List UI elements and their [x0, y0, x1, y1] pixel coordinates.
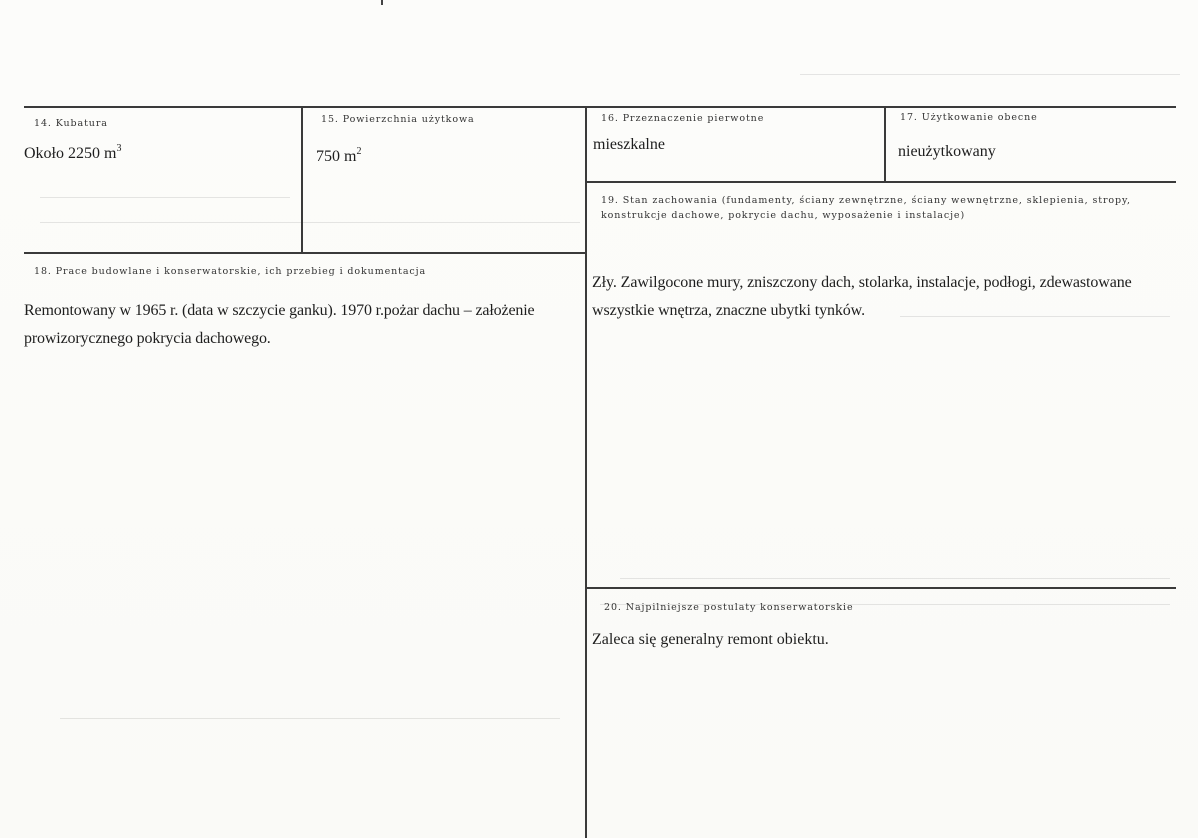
divider-16-17	[884, 106, 886, 182]
postulaty-value: Zaleca się generalny remont obiektu.	[592, 631, 829, 648]
stan-zachowania-value: Zły. Zawilgocone mury, zniszczony dach, stolarka, instalacje, podłogi, zdewastowane wszystkie wnętrza, znaczne ubytki tynków.	[592, 274, 1132, 319]
table-top-border	[24, 106, 1176, 108]
show-through-line	[620, 578, 1170, 579]
divider-14-15	[301, 106, 303, 253]
top-tick-mark	[381, 0, 383, 5]
divider-above-20	[585, 587, 1176, 589]
divider-above-18	[24, 252, 586, 254]
show-through-line	[40, 222, 580, 223]
divider-above-19	[585, 181, 1176, 183]
powierzchnia-unit-exponent: 2	[356, 146, 362, 157]
postulaty-label: 20. Najpilniejsze postulaty konserwatorskie	[604, 602, 854, 613]
powierzchnia-label: 15. Powierzchnia użytkowa	[321, 114, 475, 125]
center-divider	[585, 106, 587, 838]
kubatura-label: 14. Kubatura	[34, 118, 108, 129]
show-through-line	[800, 74, 1180, 75]
przeznaczenie-label: 16. Przeznaczenie pierwotne	[601, 113, 765, 124]
powierzchnia-value: 750 $m^2$	[316, 146, 362, 165]
stan-zachowania-label: 19. Stan zachowania (fundamenty, ściany zewnętrzne, ściany wewnętrzne, sklepienia, stropy, konstrukcje dachowe, pokrycie dachu, wyposażenie i instalacje)	[601, 195, 1131, 221]
prace-budowlane-value: Remontowany w 1965 r. (data w szczycie ganku). 1970 r.pożar dachu – założenie prowizorycznego pokrycia dachowego.	[24, 302, 535, 347]
prace-budowlane-label: 18. Prace budowlane i konserwatorskie, ich przebieg i dokumentacja	[34, 266, 427, 277]
show-through-line	[60, 718, 560, 719]
przeznaczenie-value: mieszkalne	[593, 136, 665, 153]
kubatura-unit-exponent: 3	[116, 143, 122, 154]
uzytkowanie-label: 17. Użytkowanie obecne	[900, 112, 1038, 123]
uzytkowanie-value: nieużytkowany	[898, 143, 996, 160]
show-through-line	[40, 197, 290, 198]
kubatura-value: Około 2250 $m^3$	[24, 143, 122, 162]
